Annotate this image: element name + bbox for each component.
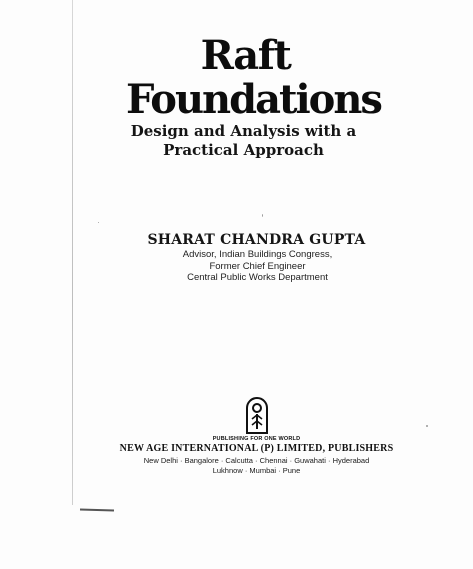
publisher-tagline: PUBLISHING FOR ONE WORLD [212,436,301,442]
scan-speck [426,425,428,427]
publisher-cities-line-2: Lukhnow · Mumbai · Pune [212,466,301,475]
author-affiliation-line: Advisor, Indian Buildings Congress, [182,249,333,260]
book-subtitle-line-2: Practical Approach [163,141,324,159]
book-title-line-2: Foundations [126,76,381,123]
author-affiliation-line: Central Public Works Department [187,272,328,283]
author-affiliation-line: Former Chief Engineer [209,261,306,272]
publisher-cities-line-1: New Delhi · Bangalore · Calcutta · Chennai · Guwahati · Hyderabad [143,456,370,465]
corner-mark [80,509,114,512]
book-subtitle-line-1: Design and Analysis with a [130,122,357,140]
publisher-name: NEW AGE INTERNATIONAL (P) LIMITED, PUBLISHERS [119,443,394,454]
book-title-line-1: Raft [200,32,291,79]
scan-speck [262,214,263,217]
author-name: SHARAT CHANDRA GUPTA [147,232,366,248]
scan-speck [98,222,99,223]
publisher-logo-icon [244,395,270,435]
